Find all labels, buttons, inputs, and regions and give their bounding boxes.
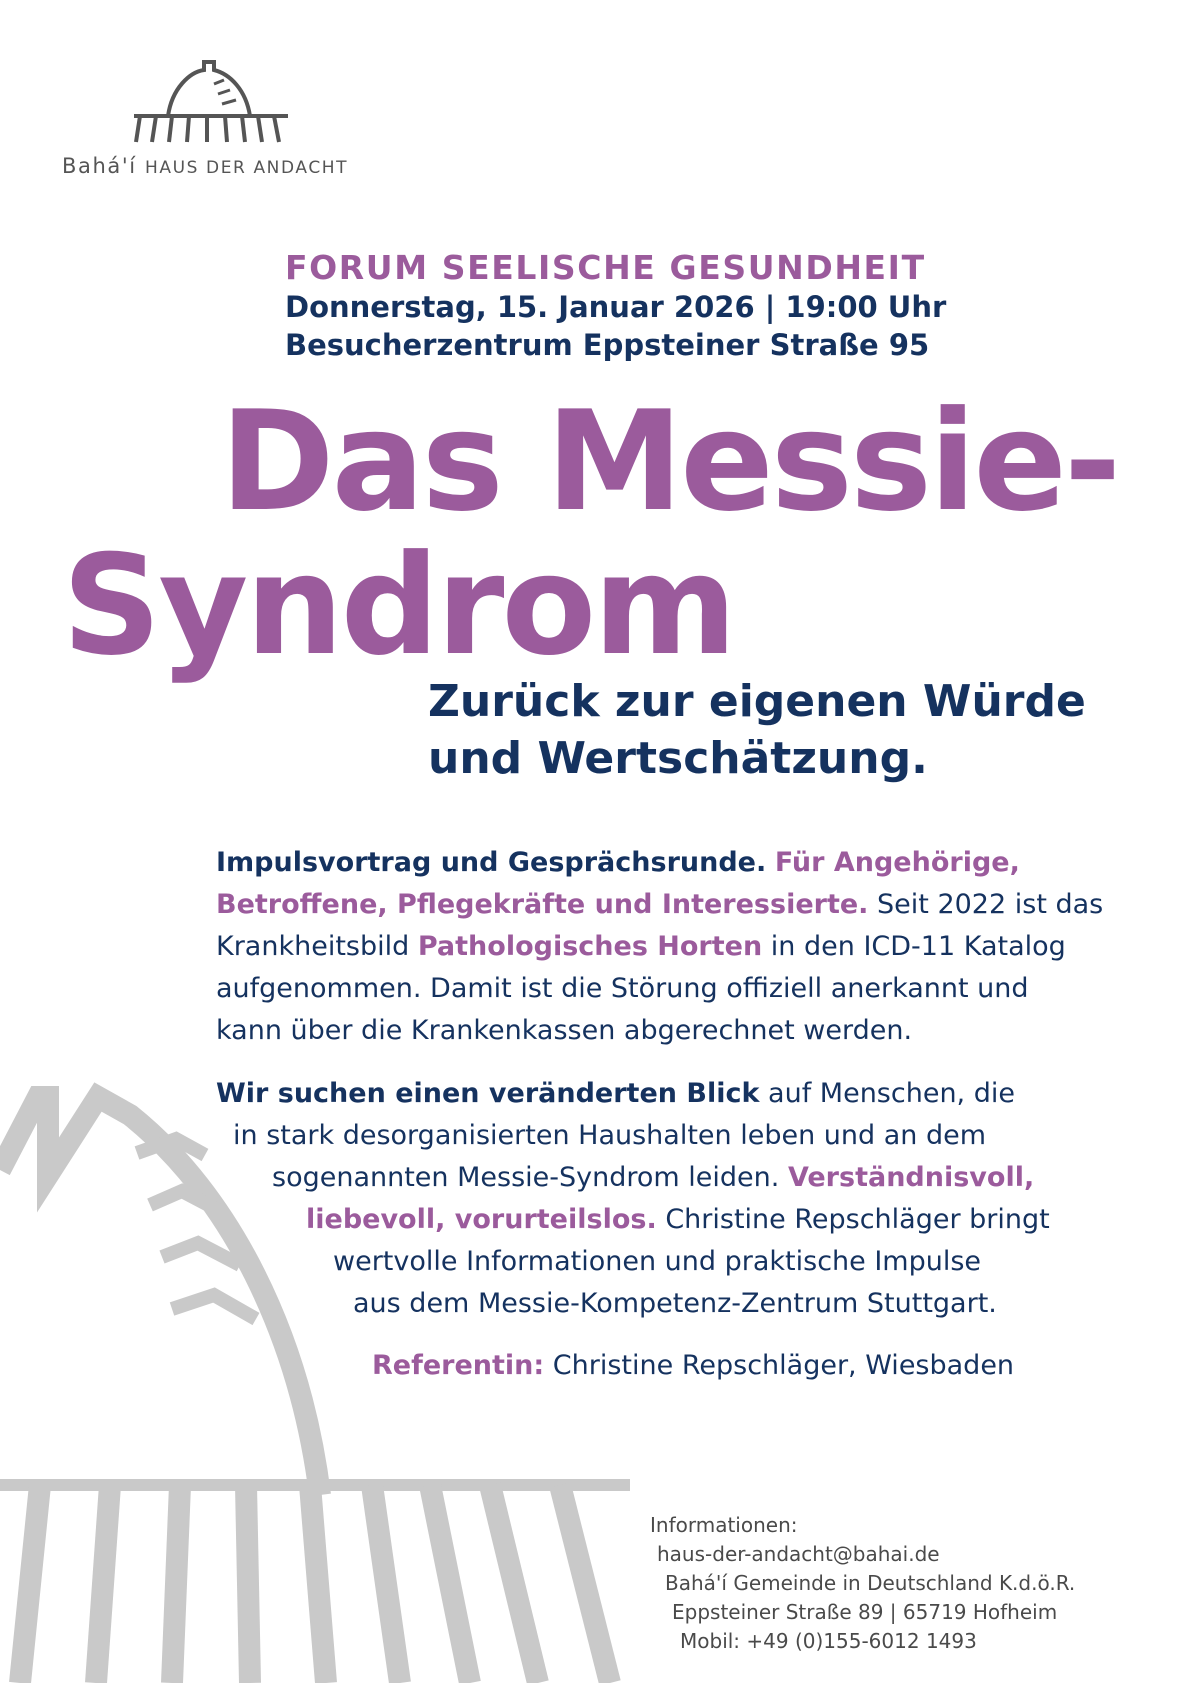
speaker-label: Referentin:: [372, 1350, 545, 1381]
logo-text-rest: HAUS DER ANDACHT: [144, 158, 349, 178]
paragraph-line: aus dem Messie-Kompetenz-Zentrum Stuttgart.: [353, 1288, 997, 1319]
highlight-text: Betroffene, Pflegekräfte und Interessierte.: [216, 889, 869, 920]
body-text: sogenannten Messie-Syndrom leiden.: [272, 1162, 780, 1193]
subtitle-line-2: und Wertschätzung.: [428, 733, 928, 784]
paragraph-line: [216, 933, 1066, 960]
paragraph-line: [306, 1206, 1050, 1233]
body-text: Christine Repschläger bringt: [665, 1204, 1050, 1235]
info-heading: Informationen:: [650, 1513, 798, 1537]
highlight-text: Für Angehörige,: [774, 847, 1020, 878]
paragraph-line: [216, 1080, 1015, 1107]
highlight-text: liebevoll, vorurteilslos.: [306, 1204, 657, 1235]
forum-title: FORUM SEELISCHE GESUNDHEIT: [285, 248, 926, 287]
paragraph-line: [272, 1164, 1034, 1191]
info-phone: Mobil: +49 (0)155-6012 1493: [680, 1629, 977, 1653]
subtitle-line-1: Zurück zur eigenen Würde: [428, 676, 1086, 727]
bold-text: Wir suchen einen veränderten Blick: [216, 1078, 760, 1109]
headline-line-1: Das Messie-: [220, 381, 1119, 542]
paragraph-line: [216, 891, 1103, 918]
paragraph-line: kann über die Krankenkassen abgerechnet werden.: [216, 1015, 913, 1046]
paragraph-line: in stark desorganisierten Haushalten leben und an dem: [233, 1120, 987, 1151]
logo-text-lead: Bahá'í: [62, 154, 137, 178]
highlight-text: Pathologisches Horten: [417, 931, 763, 962]
event-location: Besucherzentrum Eppsteiner Straße 95: [285, 328, 930, 362]
paragraph-line: wertvolle Informationen und praktische Impulse: [333, 1246, 982, 1277]
bold-text: Impulsvortrag und Gesprächsrunde.: [216, 847, 767, 878]
body-text: Seit 2022 ist das: [877, 889, 1104, 920]
body-text: in den ICD-11 Katalog: [770, 931, 1066, 962]
info-organization: Bahá'í Gemeinde in Deutschland K.d.ö.R.: [665, 1571, 1076, 1595]
headline-line-2: Syndrom: [62, 525, 735, 686]
info-email[interactable]: haus-der-andacht@bahai.de: [657, 1542, 940, 1566]
body-text: Krankheitsbild: [216, 931, 410, 962]
speaker-name: Christine Repschläger, Wiesbaden: [552, 1350, 1015, 1381]
info-address: Eppsteiner Straße 89 | 65719 Hofheim: [672, 1600, 1058, 1624]
paragraph-line: aufgenommen. Damit ist die Störung offiziell anerkannt und: [216, 973, 1029, 1004]
logo-wordmark: [62, 154, 348, 178]
event-date-time: Donnerstag, 15. Januar 2026 | 19:00 Uhr: [285, 290, 947, 324]
body-text: auf Menschen, die: [768, 1078, 1015, 1109]
speaker-line: [372, 1352, 1014, 1379]
paragraph-line: [216, 849, 1020, 876]
highlight-text: Verständnisvoll,: [787, 1162, 1035, 1193]
dome-icon: [132, 58, 292, 146]
